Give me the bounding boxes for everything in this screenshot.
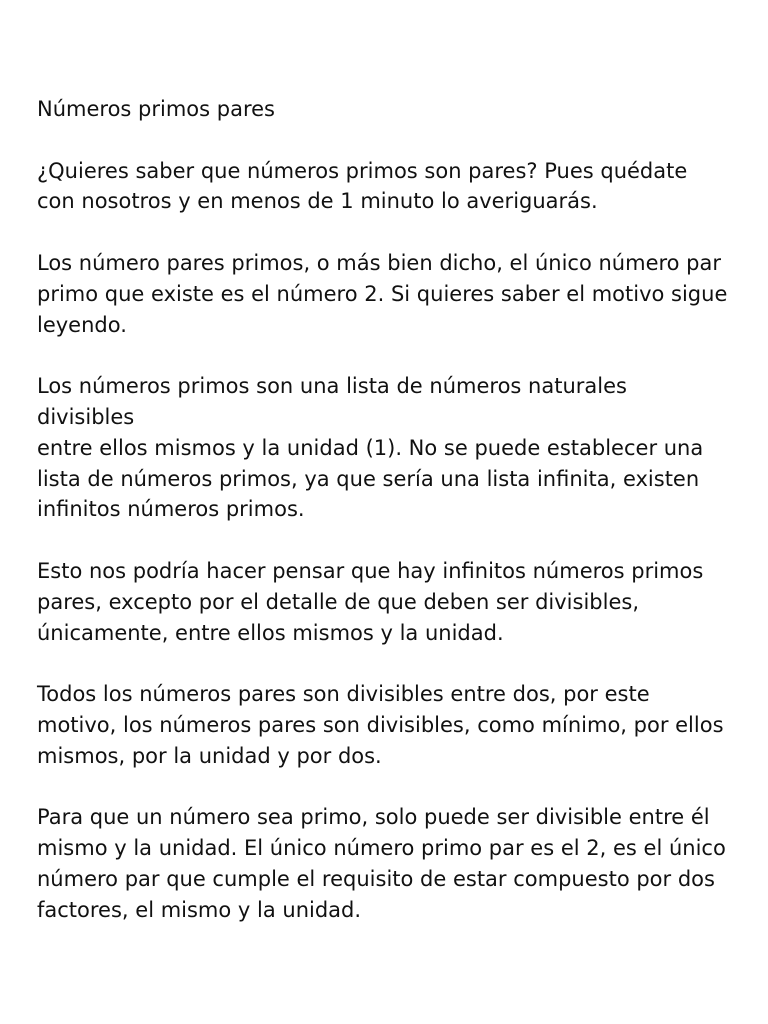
paragraph-infinite-thought: Esto nos podría hacer pensar que hay infinitos números primos pares, excepto por el detalle de que deben ser divisibles, únicamente, entre ellos mismos y la unidad. xyxy=(37,558,704,645)
paragraph-prime-definition: Los números primos son una lista de números naturales divisibles entre ellos mismos y la unidad (1). No se puede establecer una lista de números primos, ya que sería una lista infinita, existen infinitos números primos. xyxy=(37,374,704,522)
paragraph-even-divisibility: Todos los números pares son divisibles entre dos, por este motivo, los números pares son divisibles, como mínimo, por ellos mismos, por la unidad y por dos. xyxy=(37,682,724,768)
paragraph-conclusion: Para que un número sea primo, solo puede ser divisible entre él mismo y la unidad. El único número primo par es el 2, es el único número par que cumple el requisito de estar compuesto por dos factores, el mismo y la unidad. xyxy=(37,805,726,922)
document-title: Números primos pares xyxy=(37,97,275,121)
paragraph-intro: ¿Quieres saber que números primos son pares? Pues quédate con nosotros y en menos de 1 minuto lo averiguarás. xyxy=(37,158,688,214)
paragraph-even-primes: Los número pares primos, o más bien dicho, el único número par primo que existe es el número 2. Si quieres saber el motivo sigue leyendo. xyxy=(37,250,728,337)
